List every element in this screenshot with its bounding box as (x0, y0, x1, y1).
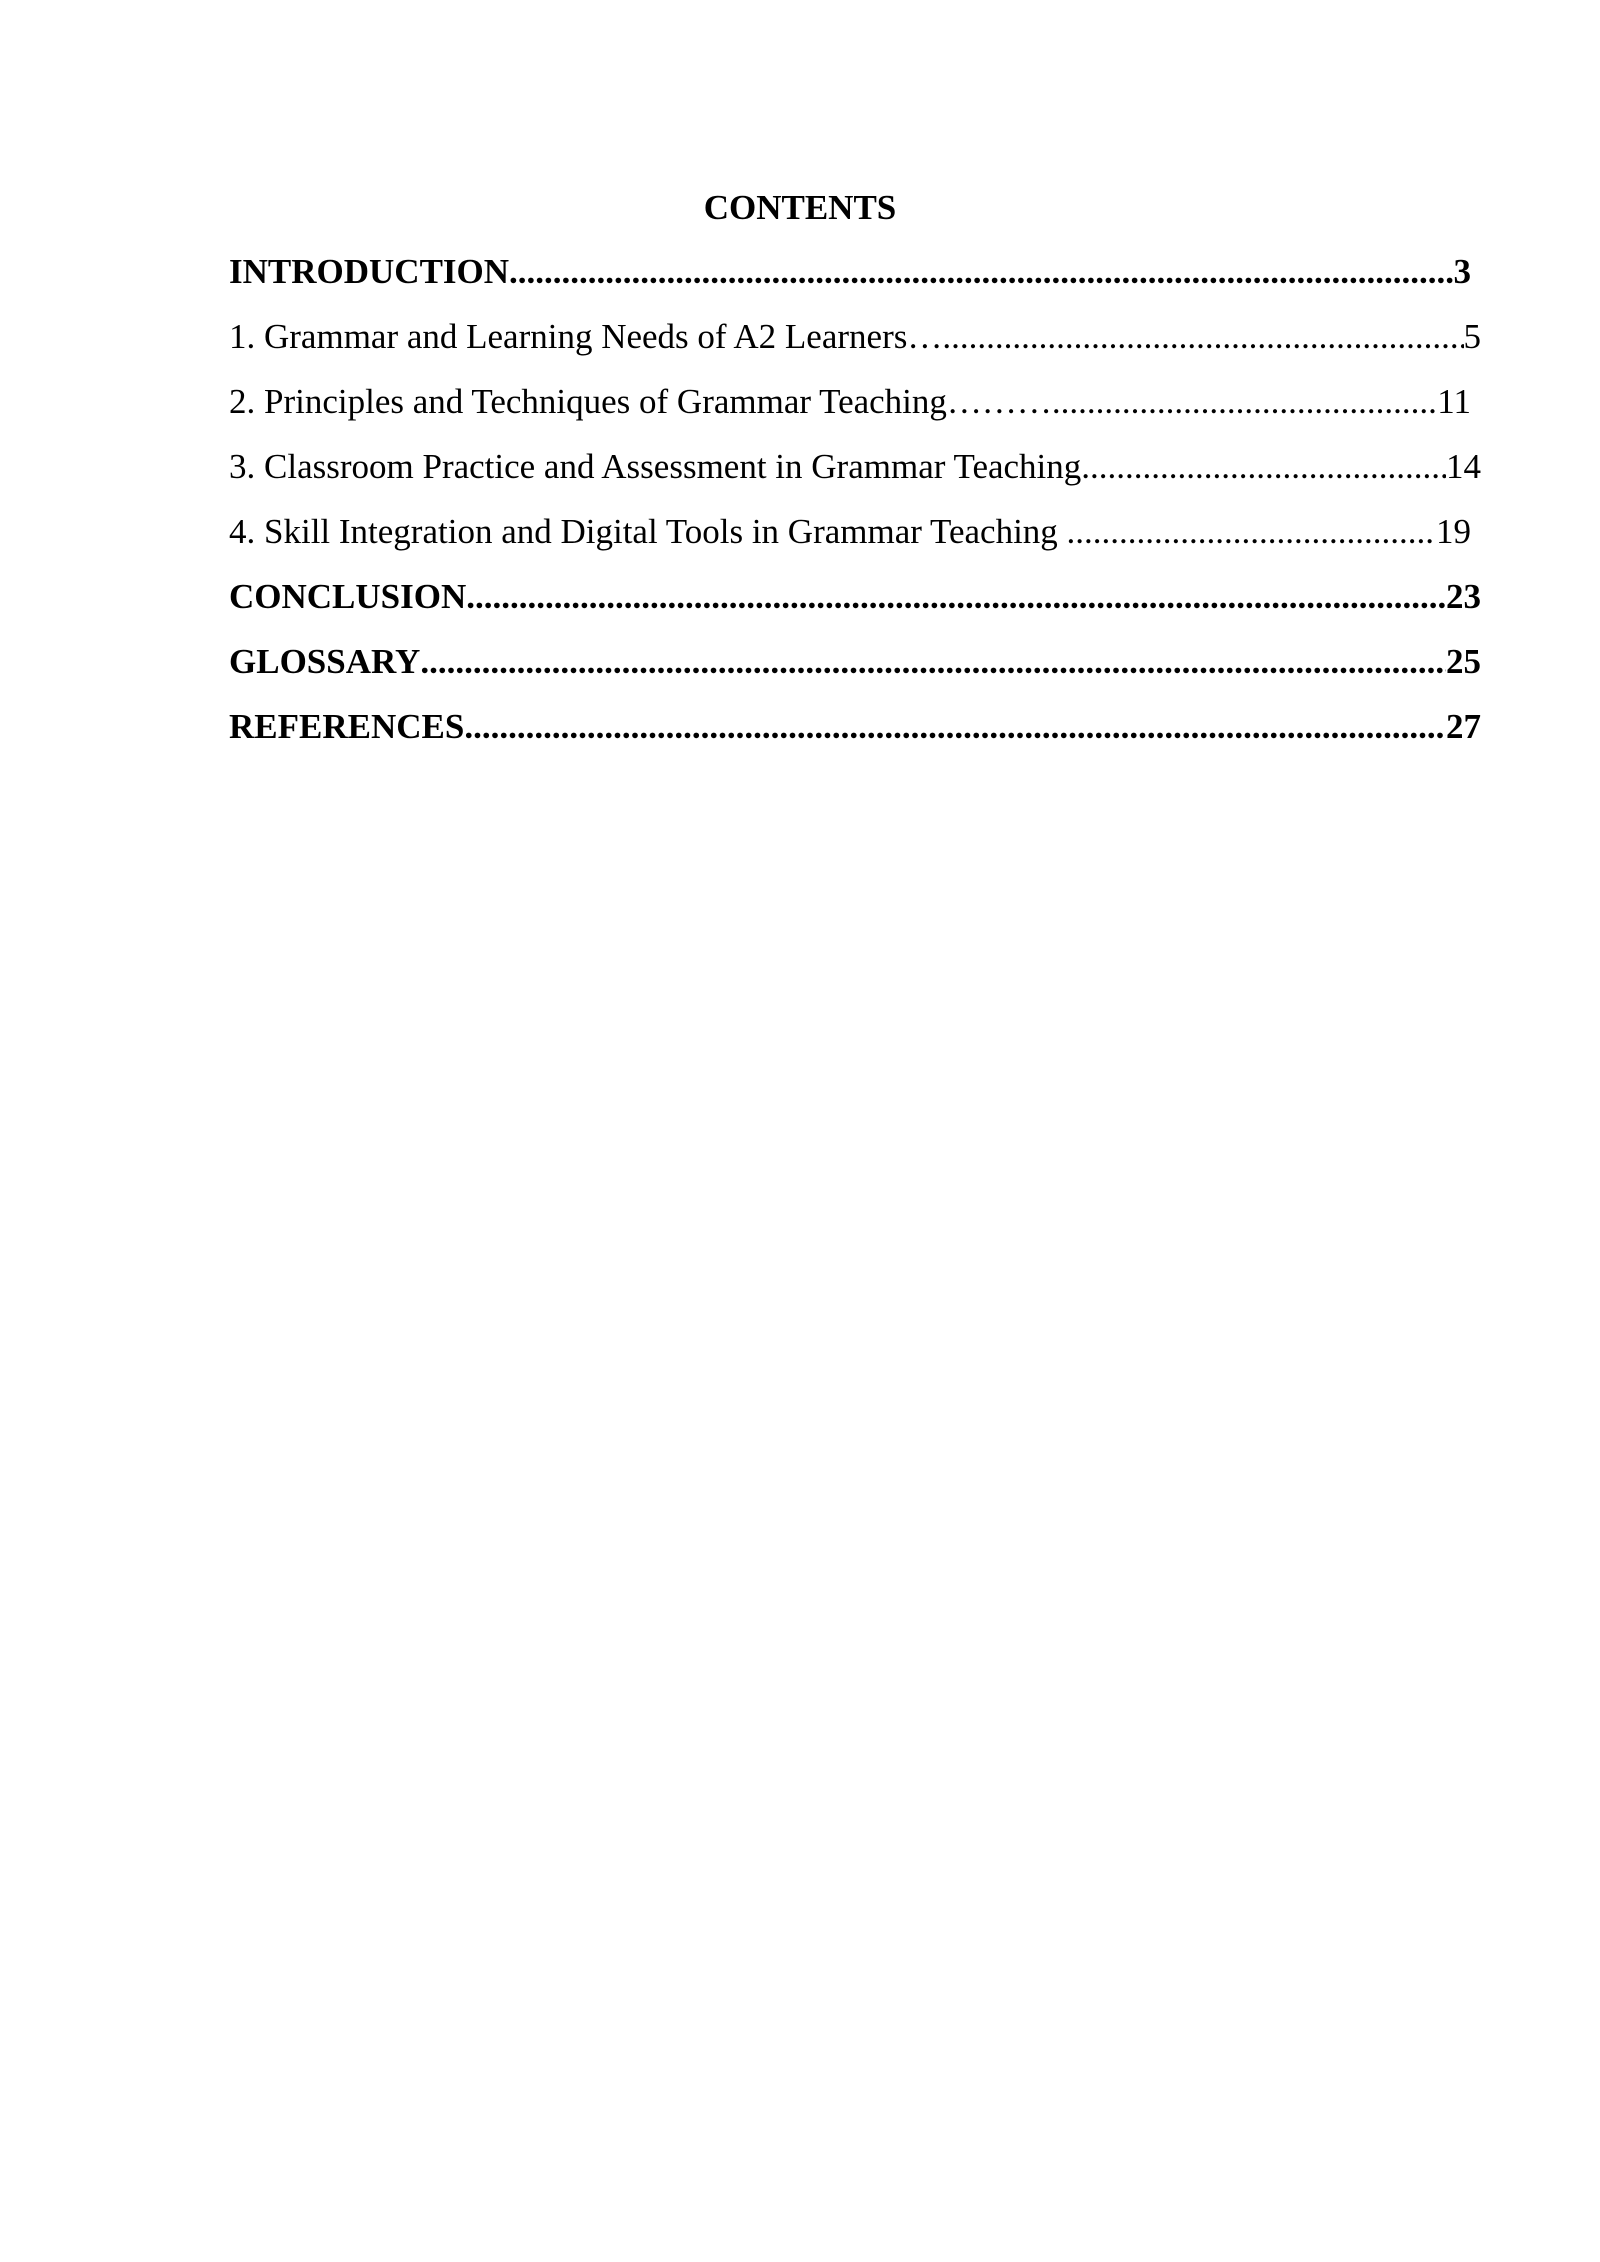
toc-entry-glossary[interactable] (229, 638, 1481, 703)
toc-entry-conclusion[interactable] (229, 573, 1481, 638)
toc-entry-page-number: 5 (1463, 317, 1481, 356)
toc-entry-page-number: 19 (1436, 512, 1471, 551)
toc-entry-references[interactable] (229, 703, 1481, 768)
toc-entry-chapter-4[interactable] (229, 508, 1471, 573)
toc-entry-label: REFERENCES (229, 707, 465, 746)
toc-entry-label: INTRODUCTION (229, 252, 510, 291)
toc-entry-chapter-2[interactable] (229, 378, 1471, 443)
dot-leader (464, 703, 1446, 751)
dot-leader (942, 313, 1463, 361)
toc-entry-label: CONCLUSION (229, 577, 467, 616)
toc-entry-chapter-3[interactable] (229, 443, 1481, 508)
toc-entry-page-number: 25 (1446, 642, 1481, 681)
table-of-contents (229, 248, 1481, 768)
toc-entry-label: 3. Classroom Practice and Assessment in Grammar Teaching (229, 447, 1082, 486)
toc-entry-label: 1. Grammar and Learning Needs of A2 Learners… (229, 317, 943, 356)
toc-entry-label: 4. Skill Integration and Digital Tools in Grammar Teaching (229, 512, 1067, 551)
toc-entry-label: GLOSSARY (229, 642, 421, 681)
dot-leader (420, 638, 1446, 686)
dot-leader (509, 248, 1453, 296)
toc-entry-page-number: 3 (1453, 252, 1471, 291)
toc-entry-page-number: 27 (1446, 707, 1481, 746)
toc-entry-introduction[interactable] (229, 248, 1471, 313)
dot-leader (1081, 443, 1446, 491)
toc-entry-page-number: 23 (1446, 577, 1481, 616)
dot-leader (1052, 378, 1437, 426)
toc-entry-chapter-1[interactable] (229, 313, 1481, 378)
toc-entry-page-number: 14 (1446, 447, 1481, 486)
page-title: CONTENTS (703, 188, 897, 227)
dot-leader (1067, 508, 1436, 556)
dot-leader (466, 573, 1446, 621)
toc-entry-label: 2. Principles and Techniques of Grammar Teaching……… (229, 382, 1052, 421)
toc-entry-page-number: 11 (1437, 382, 1471, 421)
